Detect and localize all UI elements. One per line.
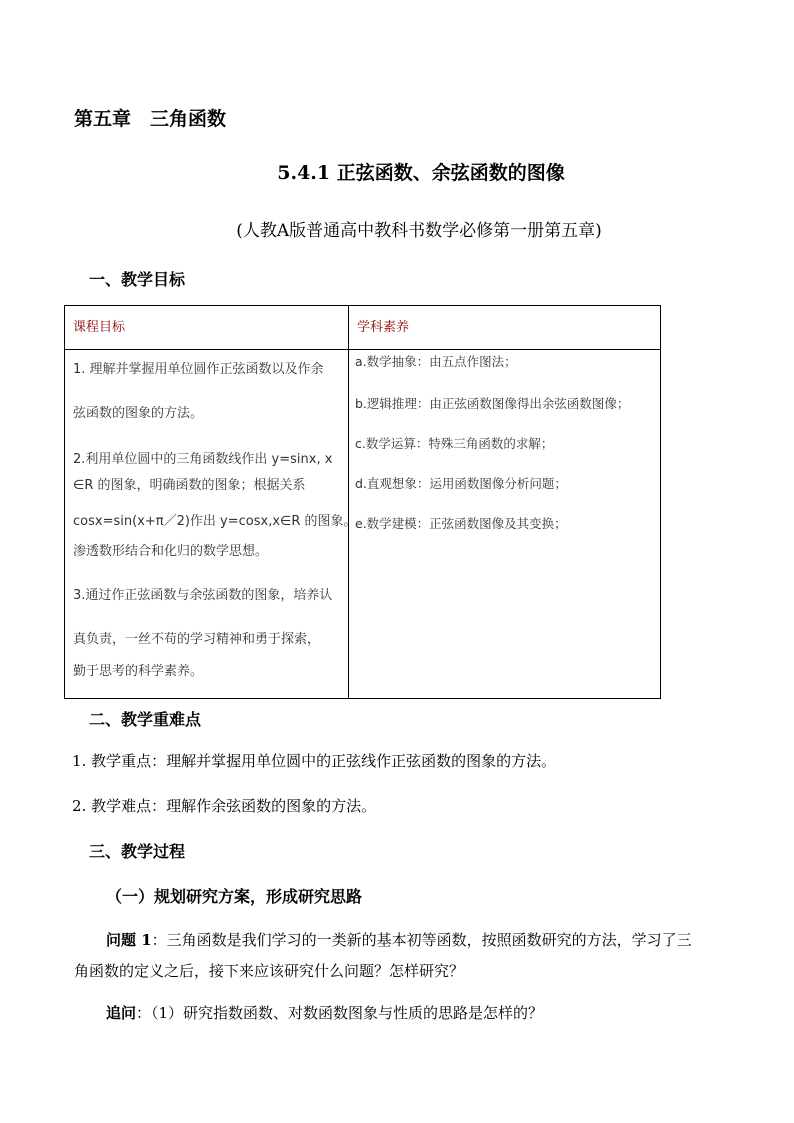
goal-line: 1. 理解并掌握用单位圆作正弦函数以及作余 [73,362,324,377]
followup-text: ：（1）研究指数函数、对数函数图象与性质的思路是怎样的？ [136,1004,544,1022]
question1-line2: 角函数的定义之后，接下来应该研究什么问题？怎样研究？ [74,962,465,980]
goal-line: 弦函数的图象的方法。 [73,406,204,421]
section-teaching-goals: 一、教学目标 [89,270,186,289]
followup-question [106,1002,543,1023]
section-teaching-process: 三、教学过程 [89,842,186,861]
goals-table-body-row [65,350,661,699]
question1-text: ：三角函数是我们学习的一类新的基本初等函数，按照函数研究的方法，学习了三 [151,931,692,949]
goal-line: 渗透数形结合和化归的数学思想。 [73,544,269,559]
followup-label: 追问 [106,1004,137,1022]
goal-line: 3.通过作正弦函数与余弦函数的图象，培养认 [73,588,333,603]
question1-label: 问题 1 [106,931,152,949]
difficulty-text: 2. 教学难点：理解作余弦函数的图象的方法。 [72,797,377,815]
header-course-goals: 课程目标 [65,306,349,350]
goals-table-header-row [65,306,661,350]
goal-line: 真负责，一丝不苟的学习精神和勇于探索， [73,632,321,647]
subsection-heading: （一）规划研究方案，形成研究思路 [106,887,363,906]
section-key-difficulties: 二、教学重难点 [89,710,202,729]
key-point-text: 1. 教学重点：理解并掌握用单位圆中的正弦线作正弦函数的图象的方法。 [72,752,557,770]
goal-line: 勤于思考的科学素养。 [73,664,204,679]
page-subtitle [0,216,794,241]
header-subject-literacy: 学科素养 [349,306,661,350]
literacy-line: e.数学建模：正弦函数图像及其变换； [355,516,567,531]
goal-line: ∈R 的图象，明确函数的图象；根据关系 [73,478,306,493]
goals-table [64,305,661,699]
page-subtitle-text: (人教A版普通高中教科书数学必修第一册第五章) [236,221,602,241]
page-title-text: 5.4.1 正弦函数、余弦函数的图像 [277,162,565,184]
literacy-line: d.直观想象：运用函数图像分析问题； [355,476,567,491]
chapter-heading: 第五章 三角函数 [74,108,227,130]
subject-literacy-cell [349,350,661,699]
question1-line1 [106,929,692,950]
literacy-line: c.数学运算：特殊三角函数的求解； [355,436,554,451]
course-goals-cell [65,350,357,699]
literacy-line: a.数学抽象：由五点作图法； [355,354,517,369]
goal-line: 2.利用单位圆中的三角函数线作出 y=sinx, x [73,452,333,467]
literacy-line: b.逻辑推理：由正弦函数图像得出余弦函数图像； [355,396,630,411]
goal-line: cosx=sin(x+π／2)作出 y=cosx,x∈R 的图象。 [73,514,357,529]
page-title [0,158,794,185]
